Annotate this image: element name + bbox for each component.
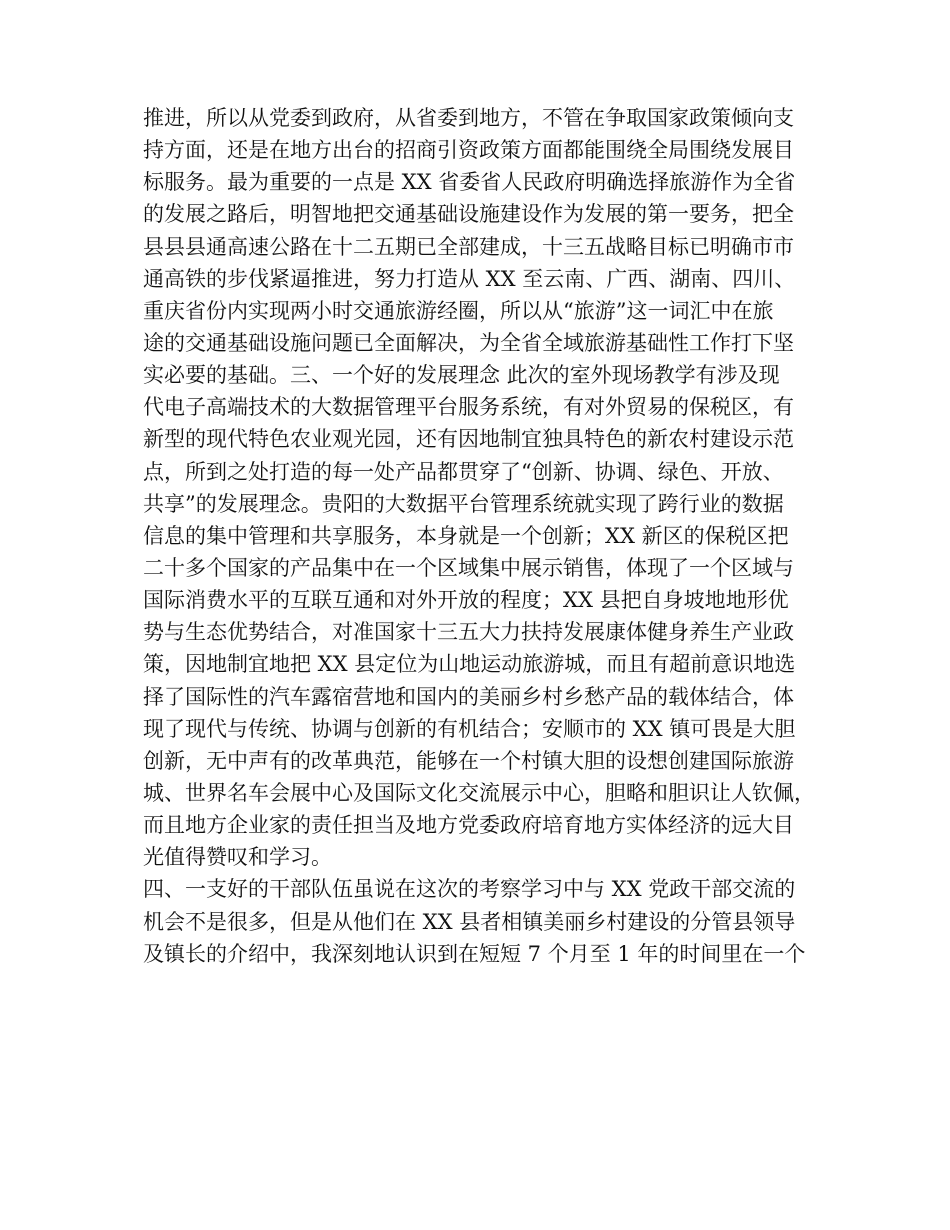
text-line: 点，所到之处打造的每一处产品都贯穿了“创新、协调、绿色、开放、 bbox=[143, 459, 784, 484]
text-line: 二十多个国家的产品集中在一个区域集中展示销售，体现了一个区域与 bbox=[143, 555, 794, 580]
text-line: 途的交通基础设施问题已全面解决，为全省全域旅游基础性工作打下坚 bbox=[143, 330, 794, 355]
text-line: 现了现代与传统、协调与创新的有机结合；安顺市的 XX 镇可畏是大胆 bbox=[143, 716, 796, 741]
text-line: 光值得赞叹和学习。 bbox=[143, 845, 332, 870]
text-line: 共享”的发展理念。贵阳的大数据平台管理系统就实现了跨行业的数据 bbox=[143, 491, 784, 516]
text-line: 国际消费水平的互联互通和对外开放的程度；XX 县把自身坡地地形优 bbox=[143, 588, 789, 613]
text-line: 县县县通高速公路在十二五期已全部建成，十三五战略目标已明确市市 bbox=[143, 234, 794, 259]
text-line: 通高铁的步伐紧逼推进，努力打造从 XX 至云南、广西、湖南、四川、 bbox=[143, 266, 796, 291]
text-line: 实必要的基础。三、一个好的发展理念 此次的室外现场教学有涉及现 bbox=[143, 363, 780, 388]
text-line: 机会不是很多，但是从他们在 XX 县者相镇美丽乡村建设的分管县领导 bbox=[143, 909, 796, 934]
text-line: 持方面，还是在地方出台的招商引资政策方面都能围绕全局围绕发展目 bbox=[143, 138, 794, 163]
text-line: 重庆省份内实现两小时交通旅游经圈，所以从“旅游”这一词汇中在旅 bbox=[143, 298, 774, 323]
text-line: 及镇长的介绍中，我深刻地认识到在短短 7 个月至 1 年的时间里在一个 bbox=[143, 941, 806, 966]
text-line: 新型的现代特色农业观光园，还有因地制宜独具特色的新农村建设示范 bbox=[143, 427, 794, 452]
text-line: 推进，所以从党委到政府，从省委到地方，不管在争取国家政策倾向支 bbox=[143, 106, 794, 130]
text-line: 代电子高端技术的大数据管理平台服务系统，有对外贸易的保税区，有 bbox=[143, 395, 794, 420]
text-line: 创新，无中声有的改革典范，能够在一个村镇大胆的设想创建国际旅游 bbox=[143, 748, 794, 773]
text-line: 策，因地制宜地把 XX 县定位为山地运动旅游城，而且有超前意识地选 bbox=[143, 652, 796, 677]
text-line: 的发展之路后，明智地把交通基础设施建设作为发展的第一要务，把全 bbox=[143, 202, 794, 227]
text-line: 而且地方企业家的责任担当及地方党委政府培育地方实体经济的远大目 bbox=[143, 813, 794, 838]
text-line: 信息的集中管理和共享服务，本身就是一个创新；XX 新区的保税区把 bbox=[143, 523, 789, 548]
body-text bbox=[143, 102, 815, 970]
text-line: 势与生态优势结合，对准国家十三五大力扶持发展康体健身养生产业政 bbox=[143, 620, 794, 645]
text-line: 择了国际性的汽车露宿营地和国内的美丽乡村乡愁产品的载体结合，体 bbox=[143, 684, 794, 709]
text-line: 城、世界名车会展中心及国际文化交流展示中心，胆略和胆识让人钦佩， bbox=[143, 780, 815, 805]
text-line: 四、一支好的干部队伍虽说在这次的考察学习中与 XX 党政干部交流的 bbox=[143, 877, 796, 902]
text-line: 标服务。最为重要的一点是 XX 省委省人民政府明确选择旅游作为全省 bbox=[143, 170, 796, 195]
